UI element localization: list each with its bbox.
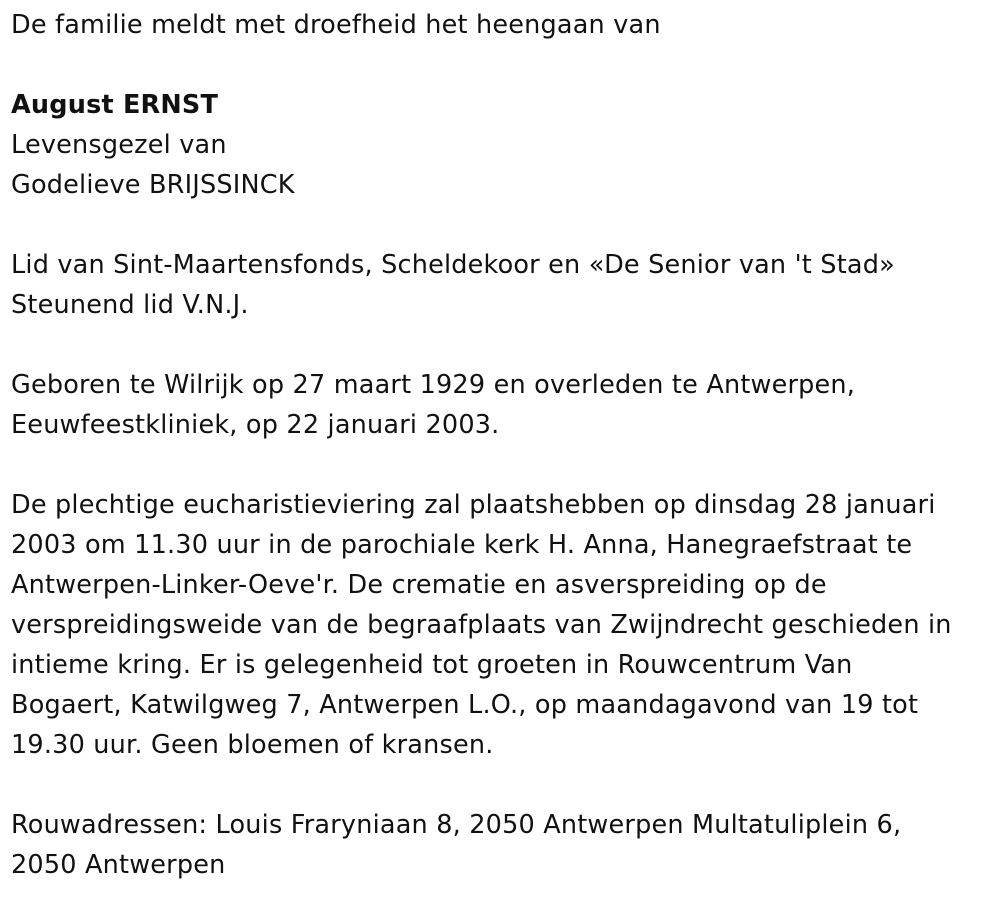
ceremony-line: verspreidingsweide van de begraafplaats van Zwijndrecht geschieden in [11,610,952,640]
ceremony-line: 2003 om 11.30 uur in de parochiale kerk H. Anna, Hanegraefstraat te [11,530,913,560]
relation-label: Levensgezel van [11,130,227,160]
intro-text: De familie meldt met droefheid het heengaan van [11,10,661,40]
spacer [11,325,986,365]
addresses-line: Rouwadressen: Louis Fraryniaan 8, 2050 Antwerpen Multatuliplein 6, [11,810,902,840]
addresses-line: 2050 Antwerpen [11,850,226,880]
spacer [11,445,986,485]
deceased-name: August ERNST [11,90,219,120]
ceremony-line: De plechtige eucharistieviering zal plaatshebben op dinsdag 28 januari [11,490,936,520]
ceremony-line: Bogaert, Katwilgweg 7, Antwerpen L.O., op maandagavond van 19 tot [11,690,919,720]
ceremony-line: 19.30 uur. Geen bloemen of kransen. [11,730,494,760]
ceremony-line: intieme kring. Er is gelegenheid tot groeten in Rouwcentrum Van [11,650,853,680]
spacer [11,205,986,245]
birth-death-line: Geboren te Wilrijk op 27 maart 1929 en overleden te Antwerpen, [11,370,856,400]
spacer [11,45,986,85]
memberships-line: Steunend lid V.N.J. [11,290,249,320]
ceremony-line: Antwerpen-Linker-Oeve'r. De crematie en asverspreiding op de [11,570,827,600]
partner-name: Godelieve BRIJSSINCK [11,170,295,200]
spacer [11,765,986,805]
memberships-line: Lid van Sint-Maartensfonds, Scheldekoor en «De Senior van 't Stad» [11,250,895,280]
birth-death-line: Eeuwfeestkliniek, op 22 januari 2003. [11,410,500,440]
obituary-notice [11,0,986,885]
